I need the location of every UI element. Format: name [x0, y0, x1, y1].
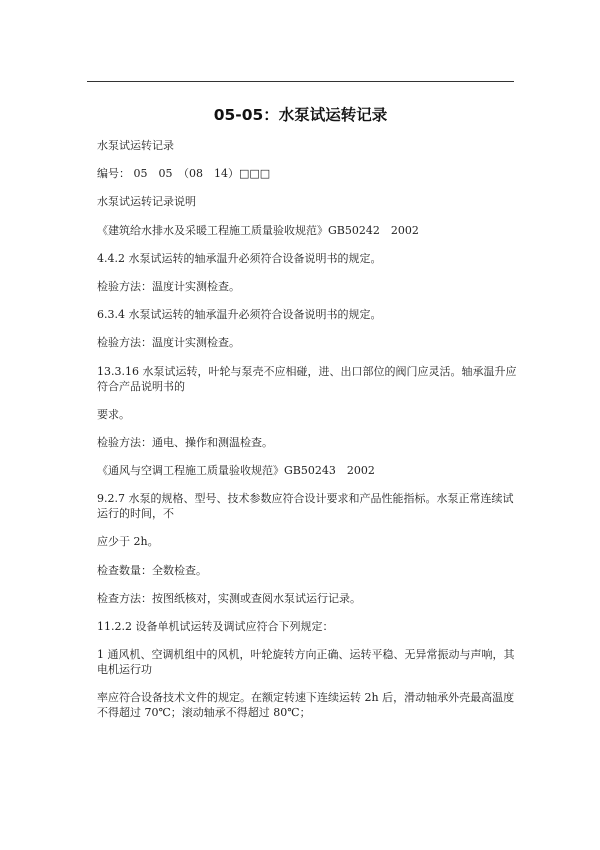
paragraph-clause-13-3-16: 13.3.16 水泵试运转，叶轮与泵壳不应相碰，进、出口部位的阀门应灵活。轴承温升应符合产品说明书的 — [97, 364, 517, 393]
paragraph-clause-6-3-4: 6.3.4 水泵试运转的轴承温升必须符合设备说明书的规定。 — [97, 308, 382, 322]
paragraph-record-name: 水泵试运转记录 — [97, 139, 174, 152]
paragraph-clause-13-3-16-cont: 要求。 — [97, 407, 130, 421]
paragraph-clause-9-2-7-cont: 应少于 2h。 — [97, 535, 159, 549]
paragraph-method-2: 检验方法：温度计实测检查。 — [97, 336, 240, 350]
document-body — [97, 138, 517, 734]
paragraph-clause-4-4-2: 4.4.2 水泵试运转的轴承温升必须符合设备说明书的规定。 — [97, 251, 382, 265]
document-title: 05-05：水泵试运转记录 — [213, 106, 388, 124]
paragraph-clause-11-2-2: 11.2.2 设备单机试运转及调试应符合下列规定： — [97, 620, 334, 633]
paragraph-record-number: 编号： 05 05 （08 14）□□□ — [97, 167, 271, 181]
paragraph-clause-9-2-7: 9.2.7 水泵的规格、型号、技术参数应符合设计要求和产品性能指标。水泵正常连续试运行的时间，不 — [97, 492, 514, 521]
paragraph-method-1: 检验方法：温度计实测检查。 — [97, 279, 240, 293]
paragraph-standard-gb50243: 《通风与空调工程施工质量验收规范》GB50243 2002 — [97, 464, 375, 478]
paragraph-inspection-method: 检查方法：按图纸核对，实测或查阅水泵试运行记录。 — [97, 591, 361, 605]
paragraph-inspection-qty: 检查数量：全数检查。 — [97, 563, 207, 577]
header-rule — [87, 81, 514, 82]
paragraph-method-3: 检验方法：通电、操作和测温检查。 — [97, 435, 273, 449]
paragraph-standard-gb50242: 《建筑给水排水及采暖工程施工质量验收规范》GB50242 2002 — [97, 223, 419, 237]
paragraph-item-1-cont: 率应符合设备技术文件的规定。在额定转速下连续运转 2h 后，滑动轴承外壳最高温度不得超过 70℃；滚动轴承不得超过 80℃； — [97, 691, 515, 720]
paragraph-record-description: 水泵试运转记录说明 — [97, 195, 196, 209]
paragraph-item-1: 1 通风机、空调机组中的风机，叶轮旋转方向正确、运转平稳、无异常振动与声响，其电机运行功 — [97, 648, 515, 677]
